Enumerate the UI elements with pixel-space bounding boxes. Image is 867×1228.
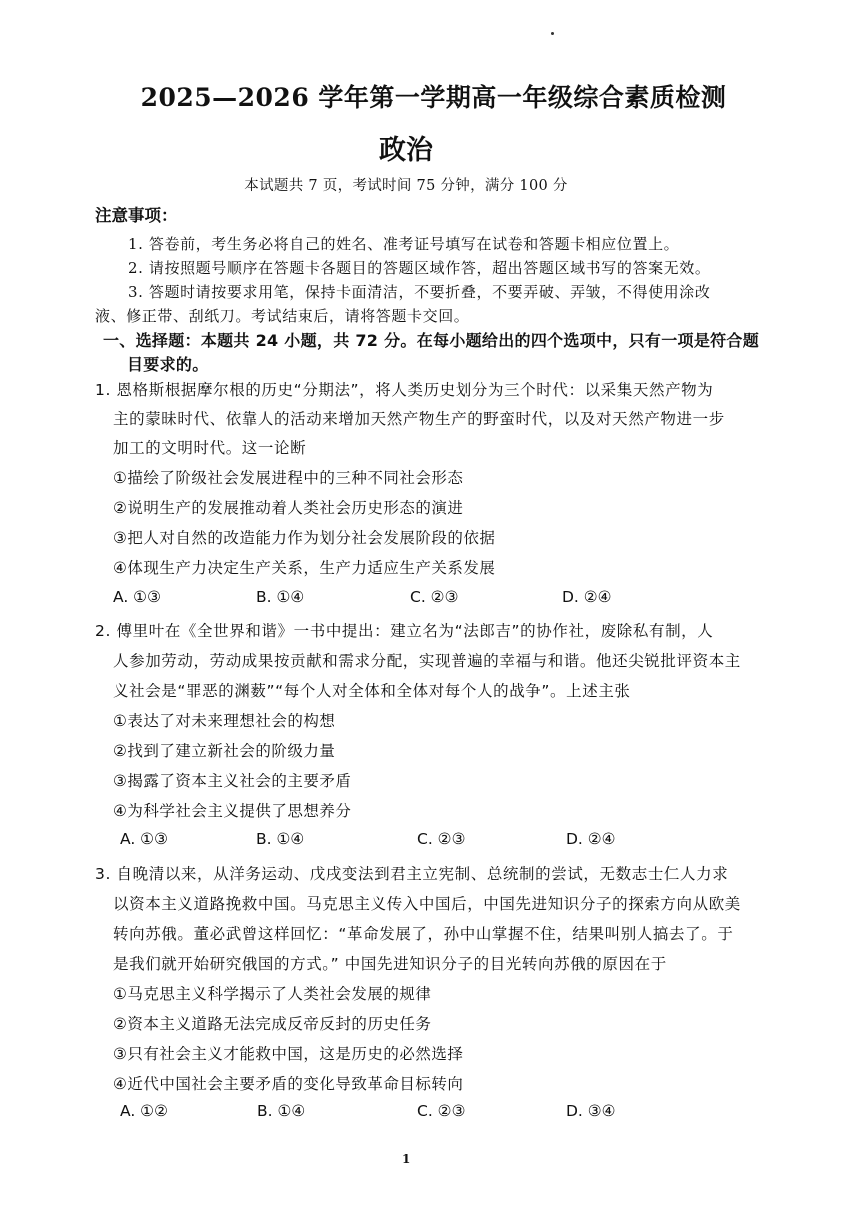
q3-choice-b: B. ①④ [257, 1102, 306, 1120]
q3-choice-d: D. ③④ [566, 1102, 616, 1120]
q2-stem-line-3: 义社会是“罪恶的渊薮”“每个人对全体和全体对每个人的战争”。上述主张 [113, 682, 631, 700]
exam-title: 2025—2026 学年第一学期高一年级综合素质检测 [140, 83, 727, 112]
q1-stem-line-3: 加工的文明时代。这一论断 [113, 439, 307, 457]
q3-stem-line-4: 是我们就开始研究俄国的方式。” 中国先进知识分子的目光转向苏俄的原因在于 [113, 955, 667, 973]
q1-choice-a: A. ①③ [113, 588, 161, 606]
q2-statement-3: ③揭露了资本主义社会的主要矛盾 [113, 772, 352, 790]
q2-statement-4: ④为科学社会主义提供了思想养分 [113, 802, 352, 820]
q2-statement-2: ②找到了建立新社会的阶级力量 [113, 742, 336, 760]
q3-statement-4: ④近代中国社会主要矛盾的变化导致革命目标转向 [113, 1075, 464, 1093]
q1-statement-4: ④体现生产力决定生产关系，生产力适应生产关系发展 [113, 559, 496, 577]
subject-title: 政治 [379, 135, 433, 166]
q1-statement-3: ③把人对自然的改造能力作为划分社会发展阶段的依据 [113, 529, 496, 547]
page-number: 1 [402, 1152, 411, 1166]
q3-statement-1: ①马克思主义科学揭示了人类社会发展的规律 [113, 985, 432, 1003]
q3-stem-line-2: 以资本主义道路挽救中国。马克思主义传入中国后，中国先进知识分子的探索方向从欧美 [113, 895, 741, 913]
note-item-2: 2. 请按照题号顺序在答题卡各题目的答题区域作答，超出答题区域书写的答案无效。 [128, 259, 711, 277]
q1-stem-line-1: 1. 恩格斯根据摩尔根的历史“分期法”，将人类历史划分为三个时代：以采集天然产物为 [95, 381, 714, 399]
q1-statement-2: ②说明生产的发展推动着人类社会历史形态的演进 [113, 499, 464, 517]
q1-choice-b: B. ①④ [256, 588, 305, 606]
notes-heading: 注意事项： [95, 206, 178, 225]
q2-stem-line-1: 2. 傅里叶在《全世界和谐》一书中提出：建立名为“法郎吉”的协作社，废除私有制，人 [95, 622, 714, 640]
q1-choice-d: D. ②④ [562, 588, 612, 606]
exam-meta-info: 本试题共 7 页，考试时间 75 分钟，满分 100 分 [244, 178, 568, 194]
note-item-1: 1. 答卷前，考生务必将自己的姓名、准考证号填写在试卷和答题卡相应位置上。 [128, 235, 680, 253]
q1-choice-c: C. ②③ [410, 588, 459, 606]
q1-statement-1: ①描绘了阶级社会发展进程中的三种不同社会形态 [113, 469, 464, 487]
q3-choice-c: C. ②③ [417, 1102, 466, 1120]
section-heading-line-1: 一、选择题：本题共 24 小题，共 72 分。在每小题给出的四个选项中，只有一项是符合题 [103, 331, 760, 350]
q2-statement-1: ①表达了对未来理想社会的构想 [113, 712, 336, 730]
q1-stem-line-2: 主的蒙昧时代、依靠人的活动来增加天然产物生产的野蛮时代，以及对天然产物进一步 [113, 410, 725, 428]
q3-stem-line-3: 转向苏俄。董必武曾这样回忆：“革命发展了，孙中山掌握不住，结果叫别人搞去了。于 [113, 925, 734, 943]
note-item-3-line-2: 液、修正带、刮纸刀。考试结束后，请将答题卡交回。 [95, 307, 470, 325]
section-heading-line-2: 目要求的。 [127, 355, 209, 374]
q2-choice-c: C. ②③ [417, 830, 466, 848]
q2-choice-d: D. ②④ [566, 830, 616, 848]
q2-choice-b: B. ①④ [256, 830, 305, 848]
q2-stem-line-2: 人参加劳动，劳动成果按贡献和需求分配，实现普遍的幸福与和谐。他还尖锐批评资本主 [113, 652, 741, 670]
q3-choice-a: A. ①② [120, 1102, 168, 1120]
q2-choice-a: A. ①③ [120, 830, 168, 848]
q3-statement-2: ②资本主义道路无法完成反帝反封的历史任务 [113, 1015, 432, 1033]
q3-statement-3: ③只有社会主义才能救中国，这是历史的必然选择 [113, 1045, 464, 1063]
note-item-3-line-1: 3. 答题时请按要求用笔，保持卡面清洁，不要折叠，不要弄破、弄皱，不得使用涂改 [128, 283, 711, 301]
q3-stem-line-1: 3. 自晚清以来，从洋务运动、戊戌变法到君主立宪制、总统制的尝试，无数志士仁人力求 [95, 865, 729, 883]
scan-speck [551, 32, 554, 35]
